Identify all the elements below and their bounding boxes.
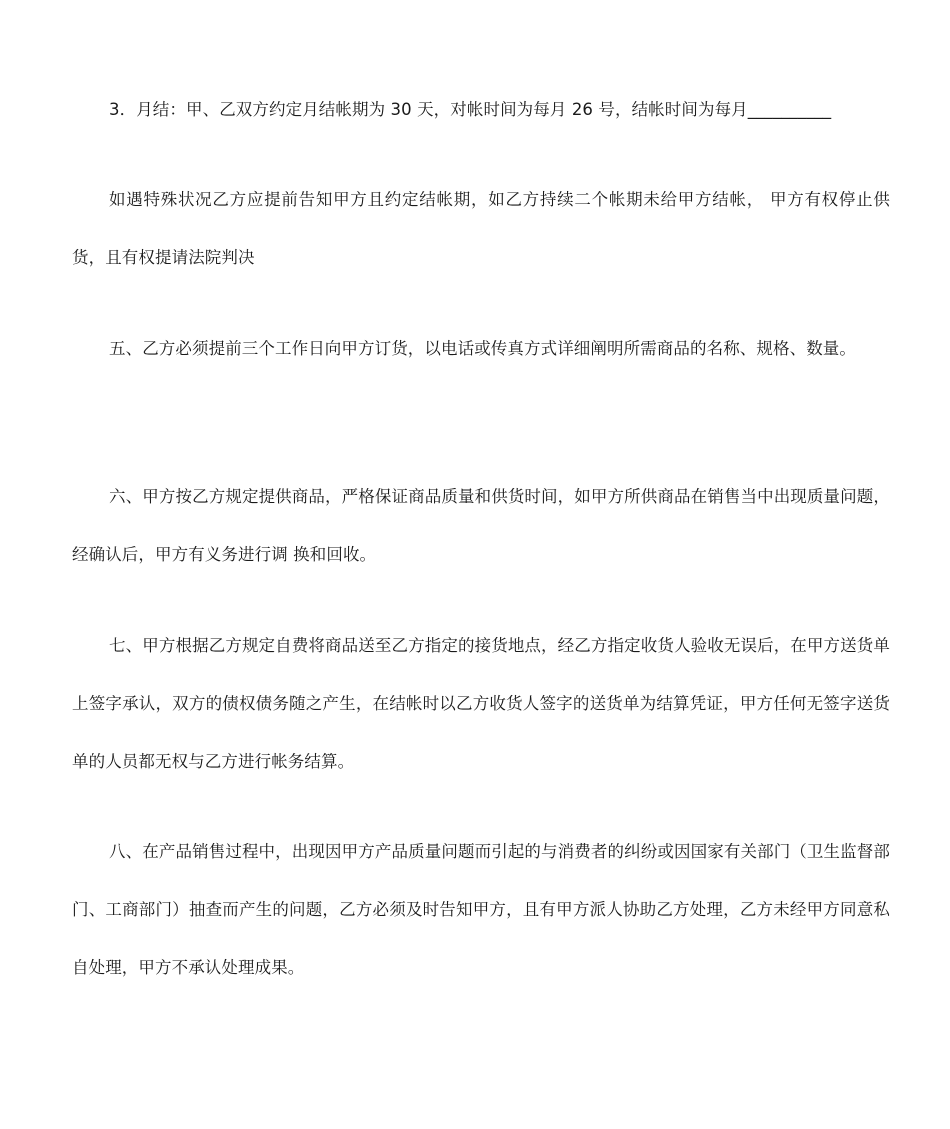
clause-paragraph-special-circumstances: 如遇特殊状况乙方应提前告知甲方且约定结帐期，如乙方持续二个帐期未给甲方结帐， 甲方有权停止供货，且有权提请法院判决 — [72, 190, 890, 267]
clause-paragraph-eight: 八、在产品销售过程中，出现因甲方产品质量问题而引起的与消费者的纠纷或因国家有关部门（卫生监督部门、工商部门）抽查而产生的问题，乙方必须及时告知甲方，且有甲方派人协助乙方处理，乙方未经甲方同意私自处理，甲方不承认处理成果。 — [72, 842, 890, 977]
clause-paragraph-five: 五、乙方必须提前三个工作日向甲方订货，以电话或传真方式详细阐明所需商品的名称、规格、数量。 — [109, 339, 856, 358]
clause-paragraph-seven: 七、甲方根据乙方规定自费将商品送至乙方指定的接货地点，经乙方指定收货人验收无误后，在甲方送货单上签字承认，双方的债权债务随之产生，在结帐时以乙方收货人签字的送货单为结算凭证，甲方任何无签字送货单的人员都无权与乙方进行帐务结算。 — [72, 636, 890, 771]
clause-paragraph-six: 六、甲方按乙方规定提供商品，严格保证商品质量和供货时间，如甲方所供商品在销售当中出现质量问题，经确认后，甲方有义务进行调 换和回收。 — [72, 487, 890, 564]
clause-paragraph-monthly-settlement: 3．月结：甲、乙双方约定月结帐期为 30 天，对帐时间为每月 26 号，结帐时间为每月__________ — [109, 100, 832, 119]
